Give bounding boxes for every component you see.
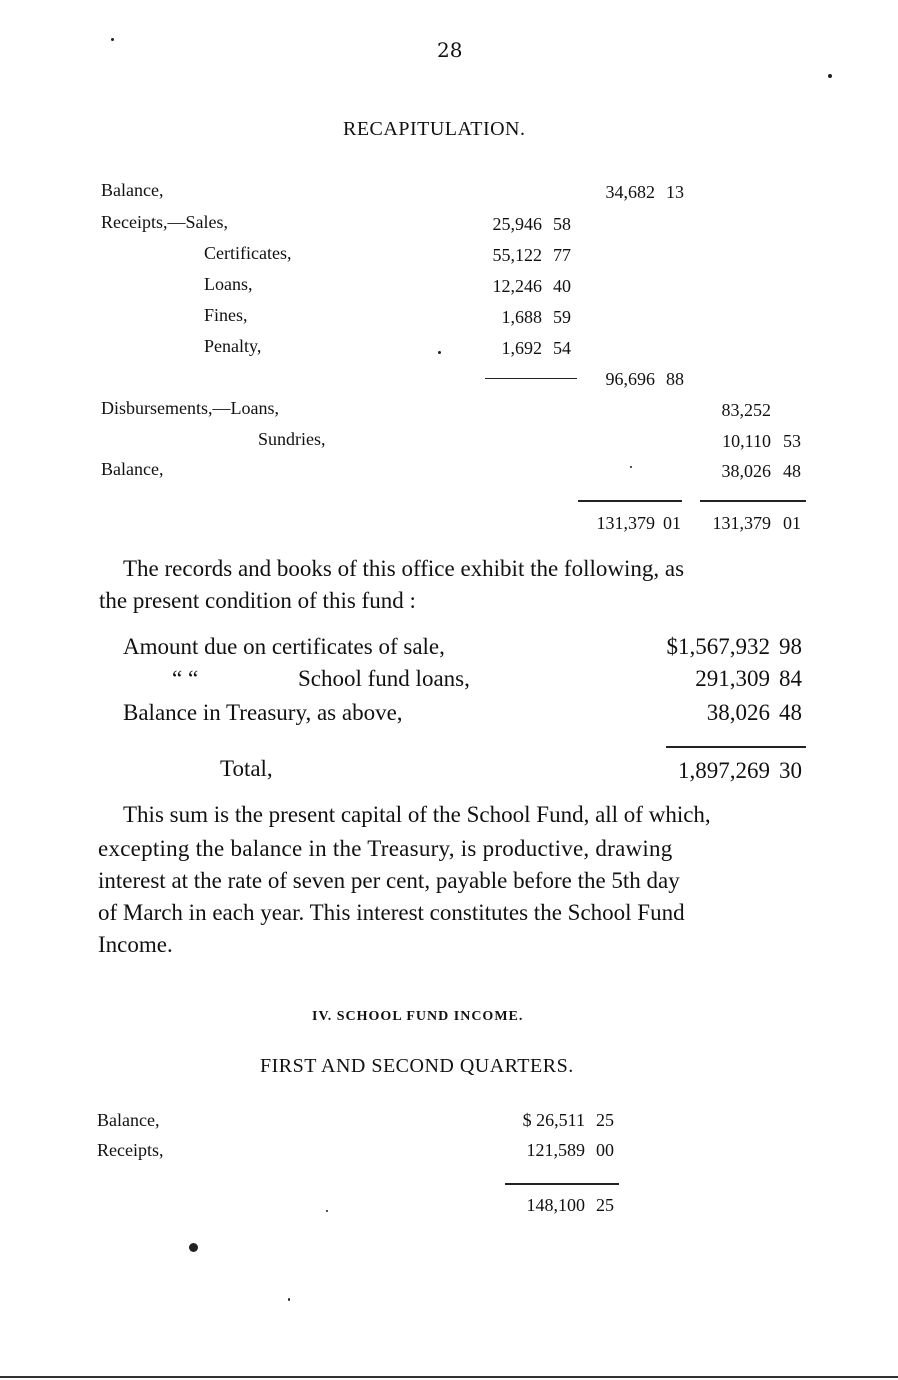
recap-label: Certificates, xyxy=(204,243,292,263)
income-label: Balance, xyxy=(97,1110,160,1130)
recap-col1-dollars: 1,688 xyxy=(501,307,542,327)
fund-dollars: 38,026 xyxy=(706,700,770,725)
paragraph-line: the present condition of this fund : xyxy=(99,588,416,613)
recap-label: Loans, xyxy=(204,274,253,294)
income-label: Receipts, xyxy=(97,1140,164,1160)
recap-col1-cents: 59 xyxy=(553,307,571,327)
recap-title: RECAPITULATION. xyxy=(343,118,526,140)
recap-label: Penalty, xyxy=(204,336,262,356)
recap-col3-dollars: 83,252 xyxy=(721,400,771,420)
fund-cents: 48 xyxy=(779,700,802,725)
income-cents: 25 xyxy=(596,1110,614,1130)
recap-col3-dollars: 10,110 xyxy=(722,431,771,451)
recap-col2-cents: 88 xyxy=(666,369,684,389)
recap-col1-dollars: 25,946 xyxy=(492,214,542,234)
recap-col3-cents: 53 xyxy=(783,431,801,451)
recap-col1-cents: 54 xyxy=(553,338,571,358)
recap-col2-cents: 13 xyxy=(666,182,684,202)
recap-col1-cents: 40 xyxy=(553,276,571,296)
ink-speck xyxy=(438,351,441,354)
fund-total-cents: 30 xyxy=(779,758,802,783)
fund-cents: 98 xyxy=(779,634,802,659)
recap-col1-dollars: 1,692 xyxy=(501,338,542,358)
income-total-rule xyxy=(505,1183,619,1185)
recap-col1-cents: 58 xyxy=(553,214,571,234)
ink-speck xyxy=(828,74,832,78)
paragraph-line: The records and books of this office exhibit the following, as xyxy=(123,556,685,581)
income-cents: 00 xyxy=(596,1140,614,1160)
fund-cents: 84 xyxy=(779,666,802,691)
recap-label: Disbursements,—Loans, xyxy=(101,398,279,418)
recap-total-col2-cents: 01 xyxy=(663,513,681,533)
income-total-cents: 25 xyxy=(596,1195,614,1215)
section-heading: IV. SCHOOL FUND INCOME. xyxy=(312,1009,524,1024)
fund-label: Balance in Treasury, as above, xyxy=(123,700,403,725)
recap-col1-dollars: 55,122 xyxy=(492,245,542,265)
fund-total-rule xyxy=(666,746,806,748)
paragraph-line: interest at the rate of seven per cent, payable before the 5th day xyxy=(98,868,680,893)
recap-total-col2-dollars: 131,379 xyxy=(596,513,655,533)
section-subheading: FIRST AND SECOND QUARTERS. xyxy=(260,1055,574,1077)
recap-col2-dollars: 34,682 xyxy=(605,182,655,202)
ink-speck xyxy=(630,466,632,468)
recap-col2-dollars: 96,696 xyxy=(605,369,655,389)
recap-total-rule-left xyxy=(578,500,682,502)
recap-total-col3-cents: 01 xyxy=(783,513,801,533)
page-number: 28 xyxy=(437,38,463,62)
recap-label: Receipts,—Sales, xyxy=(101,212,228,232)
recap-label: Balance, xyxy=(101,180,164,200)
fund-total-dollars: 1,897,269 xyxy=(678,758,770,783)
fund-dollars: $1,567,932 xyxy=(666,634,770,659)
recap-col1-dollars: 12,246 xyxy=(492,276,542,296)
income-dollars: $ 26,511 xyxy=(522,1110,585,1130)
paragraph-line: Income. xyxy=(98,932,173,957)
ink-speck xyxy=(326,1210,328,1212)
recap-col3-dollars: 38,026 xyxy=(721,461,771,481)
fund-dollars: 291,309 xyxy=(695,666,770,691)
fund-label: Amount due on certificates of sale, xyxy=(123,634,445,659)
income-total-dollars: 148,100 xyxy=(526,1195,585,1215)
paragraph-line: of March in each year. This interest constitutes the School Fund xyxy=(98,900,685,925)
income-dollars: 121,589 xyxy=(526,1140,585,1160)
paragraph-line: This sum is the present capital of the School Fund, all of which, xyxy=(123,802,711,827)
recap-total-rule-right xyxy=(700,500,806,502)
recap-label: Balance, xyxy=(101,459,164,479)
paragraph-line: excepting the balance in the Treasury, is productive, drawing xyxy=(98,836,673,861)
recap-col1-cents: 77 xyxy=(553,245,571,265)
fund-label: School fund loans, xyxy=(298,666,470,691)
recap-total-col3-dollars: 131,379 xyxy=(712,513,771,533)
recap-label: Sundries, xyxy=(258,429,326,449)
ink-speck xyxy=(288,1298,290,1301)
recap-col3-cents: 48 xyxy=(783,461,801,481)
page-bottom-edge xyxy=(0,1376,898,1378)
ditto-marks: “ “ xyxy=(172,666,199,691)
fund-total-label: Total, xyxy=(220,756,273,781)
ink-blot xyxy=(189,1243,198,1252)
ink-speck xyxy=(111,38,114,41)
recap-label: Fines, xyxy=(204,305,248,325)
